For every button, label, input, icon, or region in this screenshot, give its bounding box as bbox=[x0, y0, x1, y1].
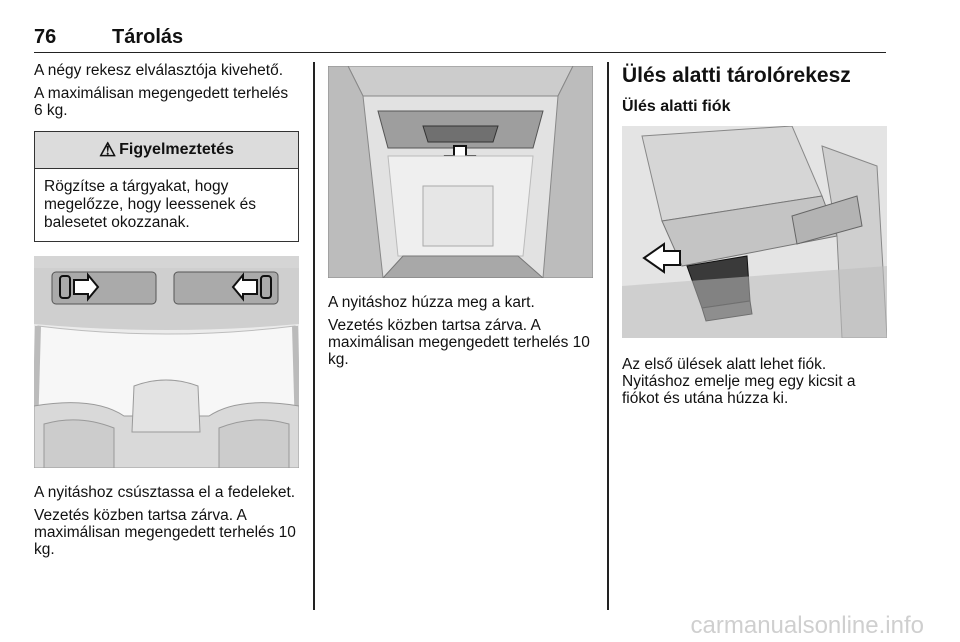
paragraph-keep-closed-10kg: Vezetés közben tartsa zárva. A maximálisan megengedett terhelés 10 kg. bbox=[328, 317, 590, 368]
section-heading: Ülés alatti tárolórekesz bbox=[622, 64, 851, 87]
paragraph-keep-closed-10kg: Vezetés közben tartsa zárva. A maximálisan megengedett terhelés 10 kg. bbox=[34, 507, 296, 558]
paragraph-max-load-6kg: A maximálisan megengedett terhelés 6 kg. bbox=[34, 85, 289, 119]
tailgate-storage-illustration bbox=[328, 66, 593, 278]
column-divider bbox=[313, 62, 315, 610]
overhead-compartment-illustration bbox=[34, 256, 299, 468]
page-number: 76 bbox=[34, 26, 57, 48]
column-middle bbox=[328, 62, 593, 374]
warning-triangle-icon: ⚠ bbox=[99, 139, 117, 161]
column-divider bbox=[607, 62, 609, 610]
warning-header bbox=[35, 132, 298, 169]
subsection-heading: Ülés alatti fiók bbox=[622, 98, 731, 115]
column-right bbox=[622, 62, 887, 413]
warning-title: Figyelmeztetés bbox=[119, 141, 234, 158]
paragraph-pull-lever: A nyitáshoz húzza meg a kart. bbox=[328, 294, 535, 311]
paragraph-divider-removable: A négy rekesz elválasztója kivehető. bbox=[34, 62, 283, 79]
warning-text: Rögzítse a tárgyakat, hogy megelőzze, hogy leessenek és balesetet okozzanak. bbox=[44, 178, 256, 231]
paragraph-slide-covers: A nyitáshoz csúsztassa el a fedeleket. bbox=[34, 484, 296, 501]
page-header bbox=[34, 24, 886, 53]
section-title: Tárolás bbox=[112, 26, 184, 48]
watermark: carmanualsonline.info bbox=[690, 612, 924, 639]
column-left bbox=[34, 62, 299, 564]
underseat-drawer-illustration bbox=[622, 126, 887, 338]
paragraph-drawer-instructions: Az első ülések alatt lehet fiók. Nyitáshoz emelje meg egy kicsit a fiókot és utána húzza ki. bbox=[622, 356, 856, 407]
warning-box bbox=[34, 131, 299, 242]
